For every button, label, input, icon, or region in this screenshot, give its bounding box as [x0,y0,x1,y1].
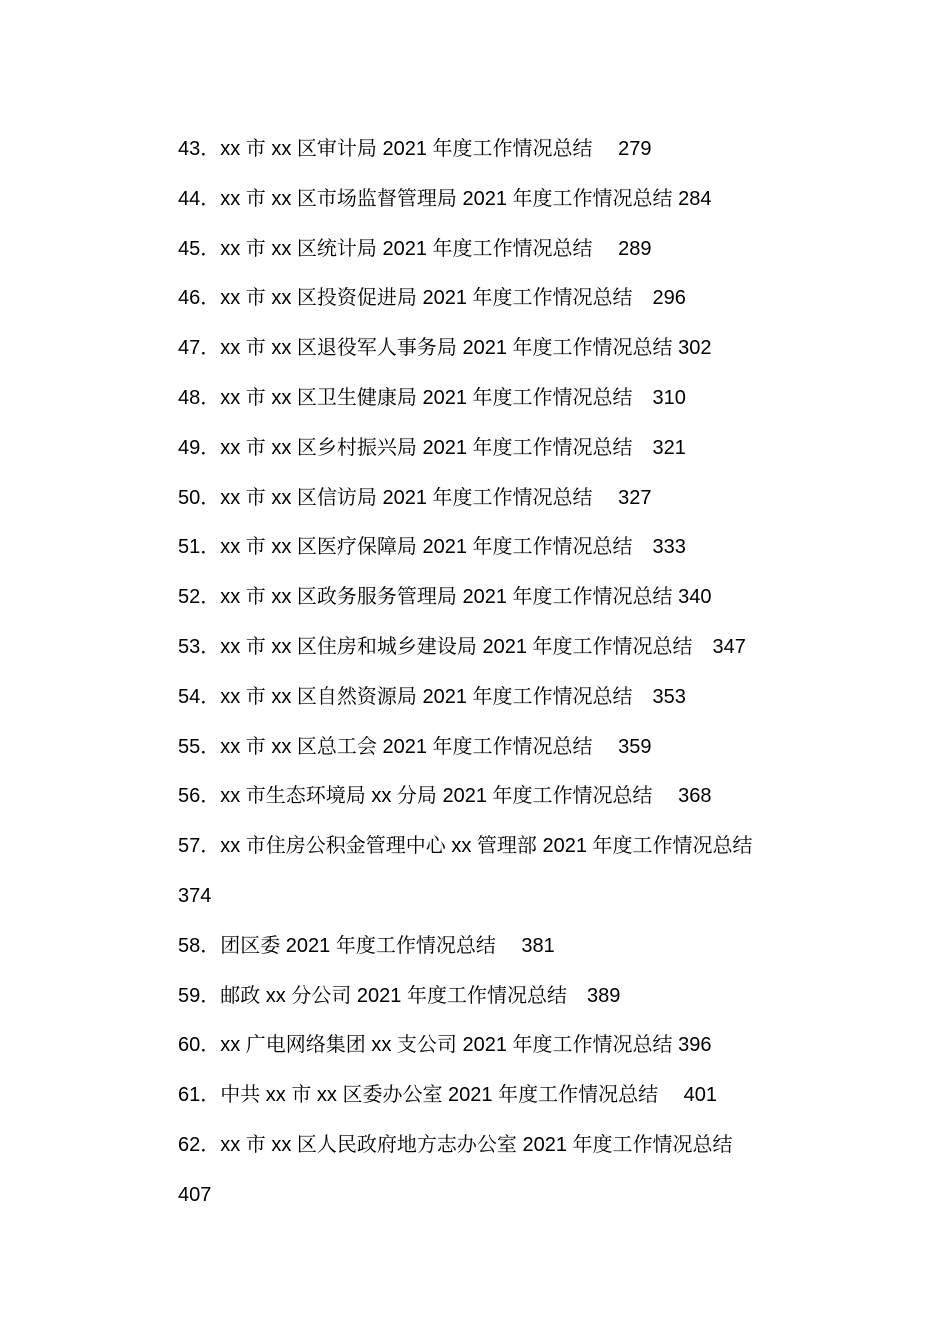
toc-entry: 47．xx 市 xx 区退役军人事务局 2021 年度工作情况总结 302 [178,337,712,360]
toc-entry: 61．中共 xx 市 xx 区委办公室 2021 年度工作情况总结 401 [178,1084,718,1107]
toc-entry: 59．邮政 xx 分公司 2021 年度工作情况总结 389 [178,984,621,1007]
toc-entry: 60．xx 广电网络集团 xx 支公司 2021 年度工作情况总结 396 [178,1034,712,1057]
table-of-contents [178,125,818,1221]
toc-entry: 62．xx 市 xx 区人民政府地方志办公室 2021 年度工作情况总结 [178,1133,733,1156]
toc-entry: 58．团区委 2021 年度工作情况总结 381 [178,934,555,957]
toc-entry: 49．xx 市 xx 区乡村振兴局 2021 年度工作情况总结 321 [178,436,686,459]
toc-entry: 53．xx 市 xx 区住房和城乡建设局 2021 年度工作情况总结 347 [178,635,746,658]
toc-entry: 55．xx 市 xx 区总工会 2021 年度工作情况总结 359 [178,735,652,758]
toc-entry: 48．xx 市 xx 区卫生健康局 2021 年度工作情况总结 310 [178,386,686,409]
toc-entry: 54．xx 市 xx 区自然资源局 2021 年度工作情况总结 353 [178,685,686,708]
toc-entry: 46．xx 市 xx 区投资促进局 2021 年度工作情况总结 296 [178,287,686,310]
toc-entry: 43．xx 市 xx 区审计局 2021 年度工作情况总结 279 [178,138,652,160]
toc-entry: 44．xx 市 xx 区市场监督管理局 2021 年度工作情况总结 284 [178,187,712,210]
toc-entry: 52．xx 市 xx 区政务服务管理局 2021 年度工作情况总结 340 [178,586,712,609]
toc-entry: 45．xx 市 xx 区统计局 2021 年度工作情况总结 289 [178,237,652,260]
toc-entry: 56．xx 市生态环境局 xx 分局 2021 年度工作情况总结 368 [178,785,712,808]
toc-entry: 50．xx 市 xx 区信访局 2021 年度工作情况总结 327 [178,486,652,509]
toc-entry: 51．xx 市 xx 区医疗保障局 2021 年度工作情况总结 333 [178,536,686,559]
toc-entry: 407 [178,1183,212,1206]
toc-entry: 57．xx 市住房公积金管理中心 xx 管理部 2021 年度工作情况总结 [178,835,753,858]
toc-entry: 374 [178,884,212,907]
